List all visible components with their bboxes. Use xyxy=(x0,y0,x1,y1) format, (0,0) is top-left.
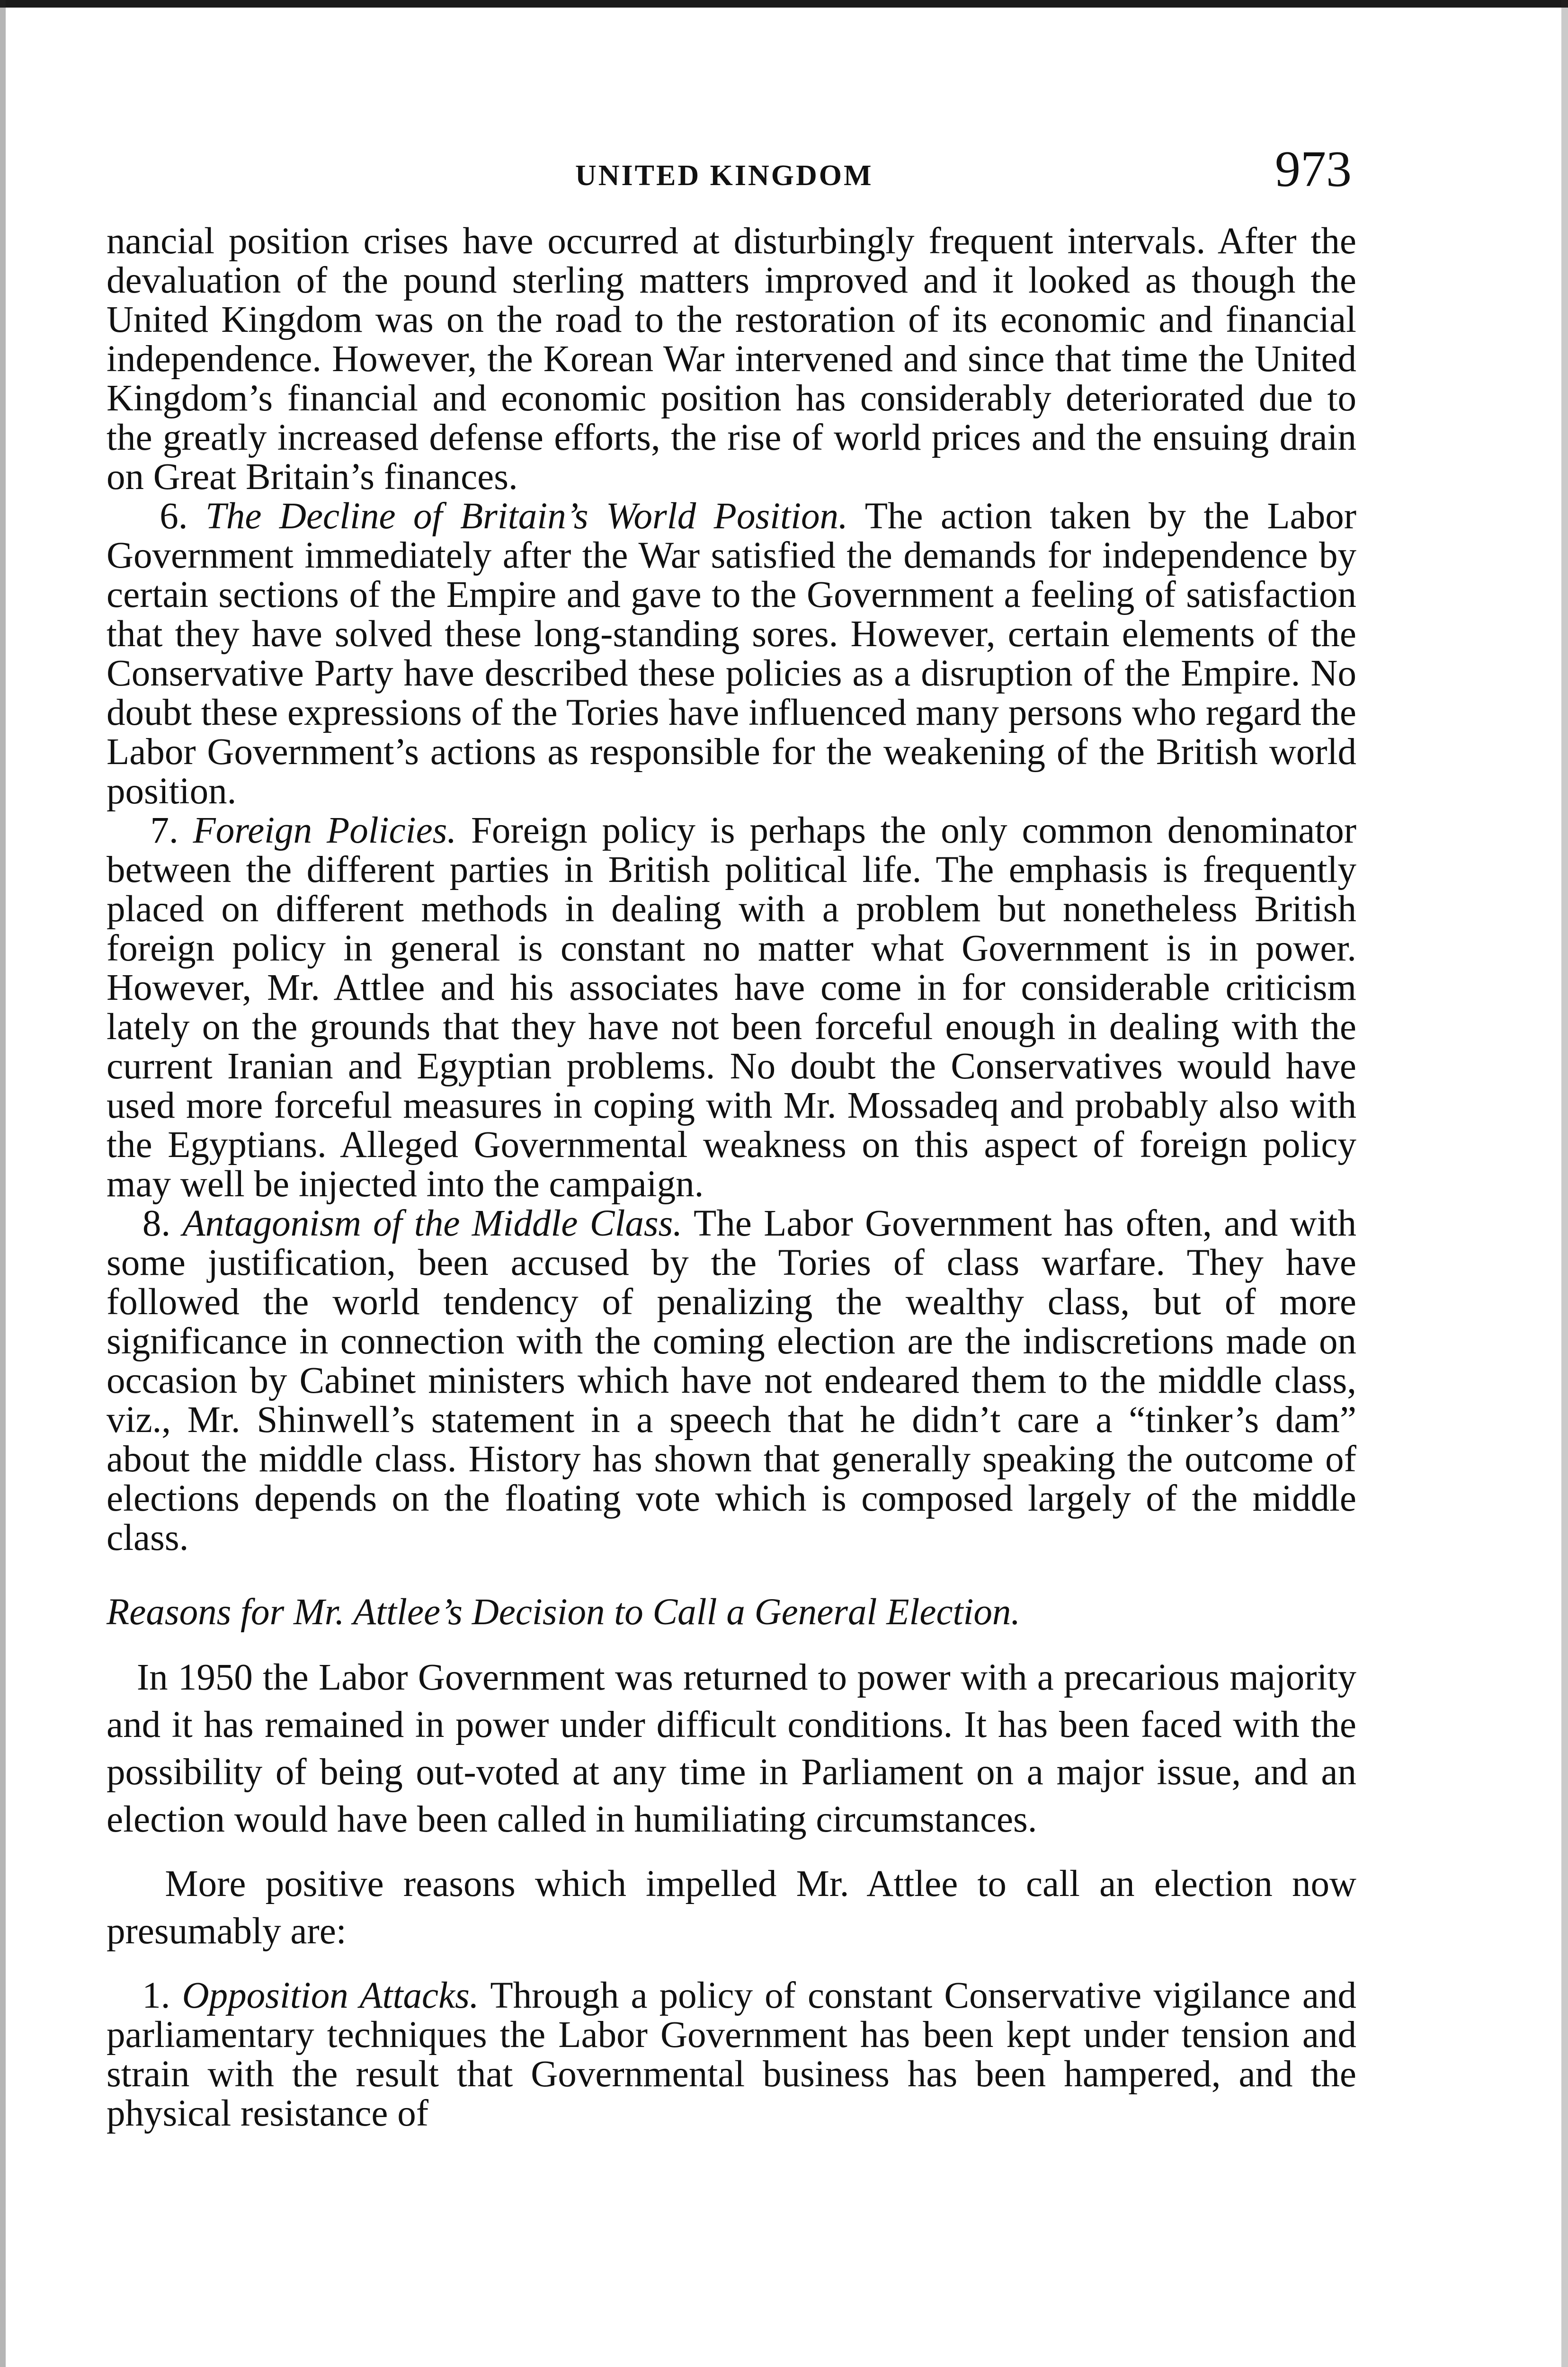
paragraph-foreign-policies xyxy=(107,811,1356,1204)
paragraph-text: In 1950 the Labor Government was returned to power with a precarious majority and it has remained in power under difficult conditions. It has been faced with the possibility of being out-voted at any time in Parliament on a major issue, and an election would have been called in humiliating circumstances. xyxy=(107,1657,1356,1840)
page-number: 973 xyxy=(1275,141,1352,197)
section-heading: Reasons for Mr. Attlee’s Decision to Call a General Election. xyxy=(107,1592,1021,1633)
page-body xyxy=(107,222,1356,2133)
item-title: The Decline of Britain’s World Position. xyxy=(205,496,848,537)
item-number: 8. xyxy=(142,1203,171,1244)
paragraph-text: More positive reasons which impelled Mr. Attlee to call an election now presumably are: xyxy=(107,1863,1356,1952)
item-title: Antagonism of the Middle Class. xyxy=(182,1203,683,1244)
paragraph-positive-reasons xyxy=(107,1860,1356,1955)
right-scan-edge xyxy=(1561,0,1568,2367)
item-title: Opposition Attacks. xyxy=(182,1975,479,2016)
paragraph-financial-position: nancial position crises have occurred at disturbingly frequent intervals. After the devaluation of the pound sterling matters improved and it looked as though the United Kingdom was on the road to the restoration of its economic and financial independence. However, the Korean War intervened and since that time the United Kingdom’s financial and economic position has considerably deteriorated due to the greatly increased defense efforts, the rise of world prices and the ensuing drain on Great Britain’s finances. xyxy=(107,221,1356,498)
item-title: Foreign Policies. xyxy=(193,810,457,851)
item-text: The Labor Government has often, and with some justification, been accused by the Tories of class warfare. They have followed the world tendency of penalizing the wealthy class, but of more significance in connection with the coming election are the indiscretions made on occasion by Cabinet ministers which have not endeared them to the middle class, viz., Mr. Shinwell’s statement in a speech that he didn’t care a “tinker’s dam” about the middle class. History has shown that generally speaking the outcome of elections depends on the floating vote which is composed largely of the middle class. xyxy=(107,1203,1357,1558)
item-text: The action taken by the Labor Government immediately after the War satisfied the demands for independence by certain sections of the Empire and gave to the Government a feeling of satisfaction that they have solved these long-standing sores. However, certain elements of the Conservative Party have described these policies as a disruption of the Empire. No doubt these expressions of the Tories have influenced many persons who regard the Labor Government’s actions as responsible for the weakening of the British world position. xyxy=(107,496,1357,812)
paragraph-decline-world-position xyxy=(107,497,1356,811)
paragraph-middle-class xyxy=(107,1204,1356,1557)
item-number: 7. xyxy=(150,810,178,851)
running-head: UNITED KINGDOM xyxy=(575,160,873,192)
page-header xyxy=(107,140,1356,206)
paragraph-1950-election xyxy=(107,1654,1356,1843)
item-text: Through a policy of constant Conservative vigilance and parliamentary techniques the Labor Government has been kept under tension and strain with the result that Governmental business has been hampered, and the physical resistance of xyxy=(107,1975,1357,2134)
item-number: 6. xyxy=(160,496,188,537)
top-scan-border xyxy=(0,0,1568,8)
paragraph-opposition-attacks xyxy=(107,1976,1356,2133)
item-text: Foreign policy is perhaps the only common denominator between the different parties in British political life. The emphasis is frequently placed on different methods in dealing with a problem but nonetheless British foreign policy in general is constant no matter what Government is in power. However, Mr. Attlee and his associates have come in for considerable criticism lately on the grounds that they have not been forceful enough in dealing with the current Iranian and Egyptian problems. No doubt the Conservatives would have used more forceful measures in coping with Mr. Mossadeq and probably also with the Egyptians. Alleged Governmental weakness on this aspect of foreign policy may well be injected into the campaign. xyxy=(107,810,1357,1205)
left-scan-edge xyxy=(0,0,6,2367)
item-number: 1. xyxy=(142,1975,170,2016)
